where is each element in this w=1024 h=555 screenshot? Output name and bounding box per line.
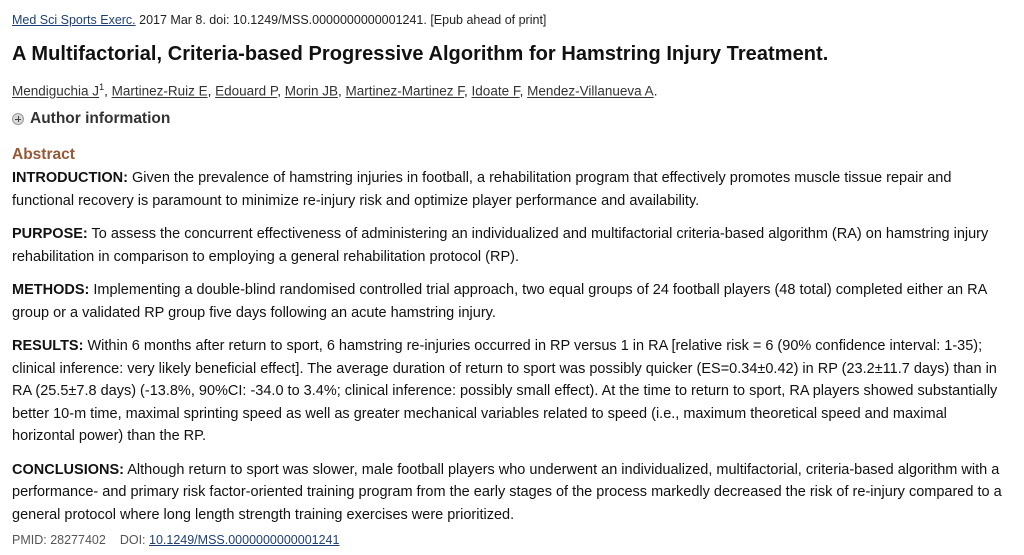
doi-label: DOI: xyxy=(119,533,146,547)
article-title: A Multifactorial, Criteria-based Progressive Algorithm for Hamstring Injury Treatment. xyxy=(12,43,829,65)
author-link[interactable]: Martinez-Martinez F xyxy=(345,83,465,99)
abstract-heading: Abstract xyxy=(12,146,75,163)
pmid-text: PMID: 28277402 xyxy=(12,533,106,547)
abstract-section-purpose xyxy=(12,223,1012,268)
section-text: Within 6 months after return to sport, 6 hamstring re-injuries occurred in RP versus 1 in RA [relative risk = 6 (90% confidence interval: 1-35); clinical inference: very likely beneficial effect]. The average duration of return to sport was possibly quicker (ES=0.34±0.42) in RP (23.2±11.7 days) than in RA (25.5±7.8 days) (-13.8%, 90%CI: -34.0 to 3.4%; clinical inference: possibly small effect). At the time to return to sport, RA players showed substantially better 10-m time, maximal sprinting speed as well as greater mechanical variables related to speed (i.e., maximum theoretical speed and maximal horizontal power) than the RP. xyxy=(12,338,998,444)
author-link[interactable]: Mendiguchia J xyxy=(12,83,100,99)
abstract-section-introduction xyxy=(12,167,1012,212)
identifier-footer xyxy=(12,533,339,547)
abstract-section-results xyxy=(12,335,1012,448)
citation-line xyxy=(12,13,546,27)
author-information-toggle[interactable] xyxy=(12,110,170,128)
author-link[interactable]: Martinez-Ruiz E xyxy=(111,83,208,99)
section-text: To assess the concurrent effectiveness of administering an individualized and multifactorial criteria-based algorithm (RA) on hamstring injury rehabilitation in comparison to employing a general rehabilitation protocol (RP). xyxy=(12,226,989,265)
abstract-section-methods xyxy=(12,279,1012,324)
section-label: CONCLUSIONS: xyxy=(12,461,124,478)
author-link[interactable]: Mendez-Villanueva A xyxy=(527,83,654,99)
section-label: METHODS: xyxy=(12,282,90,298)
author-information-label: Author information xyxy=(30,110,171,127)
section-label: INTRODUCTION: xyxy=(12,170,128,186)
section-text: Although return to sport was slower, male football players who underwent an individualized, multifactorial, criteria-based algorithm with a performance- and primary risk factor-oriented training program from the early stages of the process markedly decreased the risk of re-injury compared to a general protocol where long length strength training exercises were prioritized. xyxy=(12,461,1002,523)
section-text: Given the prevalence of hamstring injuries in football, a rehabilitation program that effectively promotes muscle tissue repair and functional recovery is paramount to minimize re-injury risk and optimize player performance and availability. xyxy=(12,170,952,209)
abstract-section-conclusions xyxy=(12,459,1012,527)
expand-plus-icon[interactable] xyxy=(12,113,24,125)
author-link[interactable]: Morin JB xyxy=(284,83,338,99)
journal-link[interactable]: Med Sci Sports Exerc. xyxy=(12,13,136,27)
doi-link[interactable]: 10.1249/MSS.0000000000001241 xyxy=(149,533,340,547)
author-link[interactable]: Idoate F xyxy=(471,83,520,99)
author-link[interactable]: Edouard P xyxy=(215,83,278,99)
author-affiliation-marker: 1 xyxy=(99,82,105,92)
citation-details: 2017 Mar 8. doi: 10.1249/MSS.0000000000001241. [Epub ahead of print] xyxy=(135,13,547,27)
section-label: RESULTS: xyxy=(12,338,84,354)
section-label: PURPOSE: xyxy=(12,226,88,242)
author-list: Mendiguchia $J^1$, Martinez-Ruiz E, Edouard P, Morin JB, Martinez-Martinez F, Idoate F, Mendez-Villanueva A. xyxy=(12,82,658,99)
abstract-body xyxy=(12,167,1012,537)
section-text: Implementing a double-blind randomised controlled trial approach, two equal groups of 24 football players (48 total) completed either an RA group or a validated RP group five days following an acute hamstring injury. xyxy=(12,282,987,321)
